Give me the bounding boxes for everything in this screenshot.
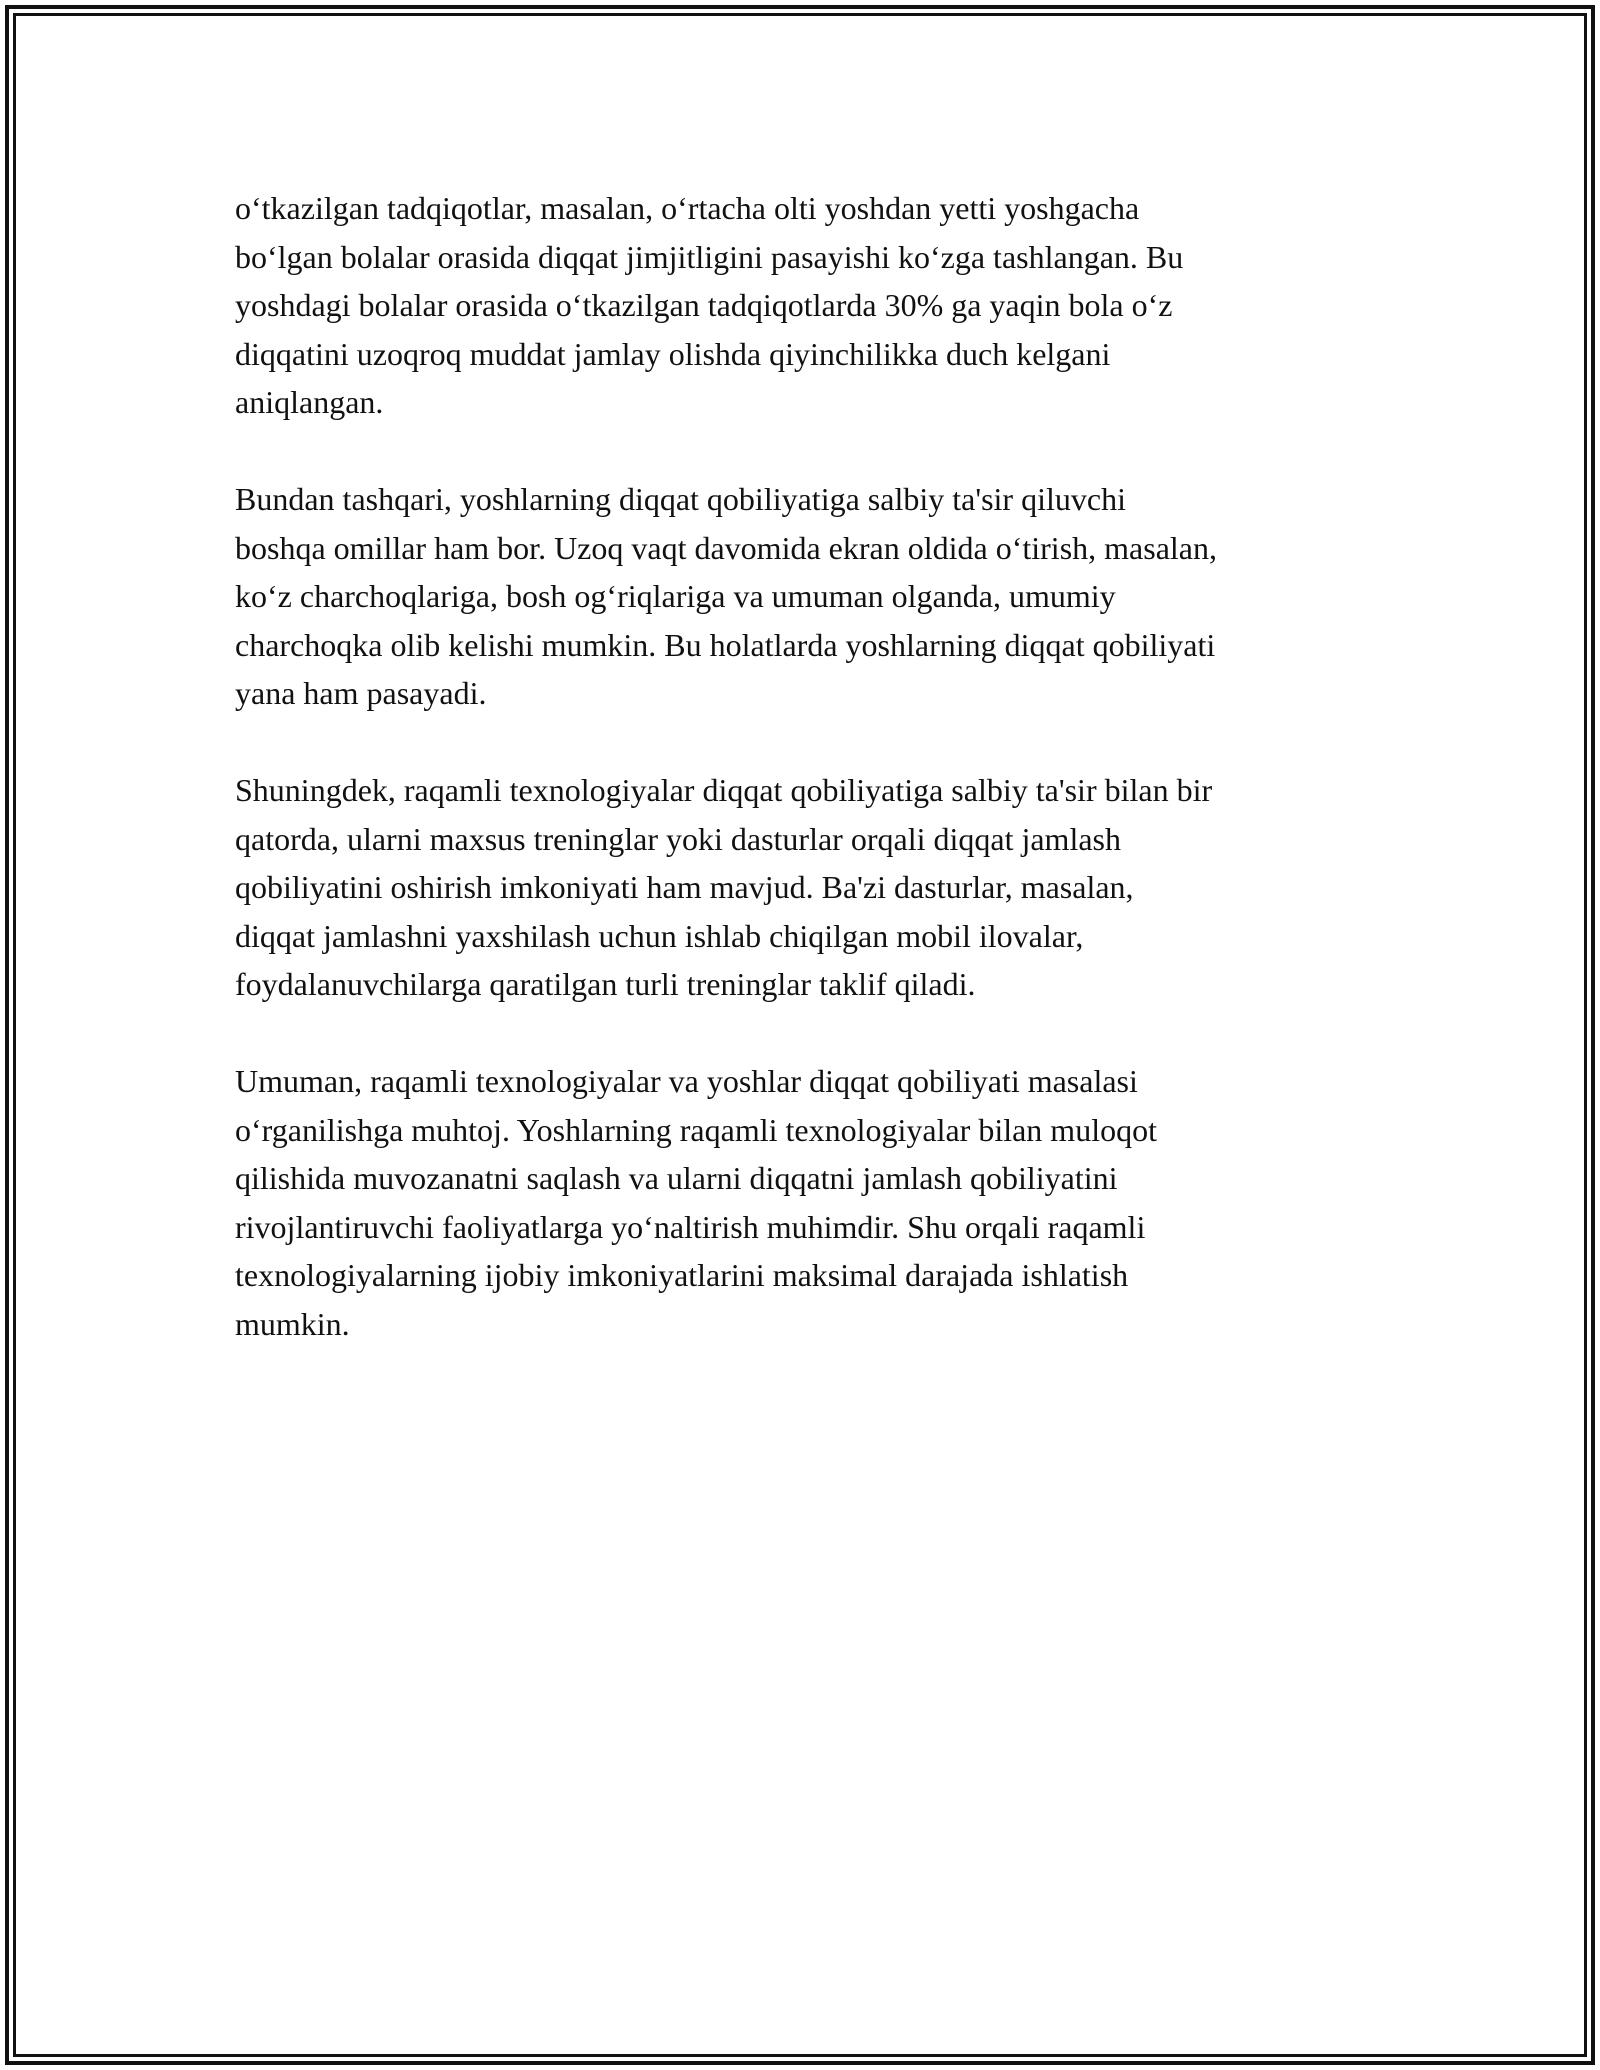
paragraph-1: o‘tkazilgan tadqiqotlar, masalan, o‘rtacha olti yoshdan yetti yoshgacha bo‘lgan bolalar orasida diqqat jimjitligini pasayishi ko‘zga tashlangan. Bu yoshdagi bolalar orasida o‘tkazilgan tadqiqotlarda 30% ga yaqin bola o‘z diqqatini uzoqroq muddat jamlay olishda qiyinchilikka duch kelgani aniqlangan.: [235, 190, 1184, 420]
paragraph-4: Umuman, raqamli texnologiyalar va yoshlar diqqat qobiliyati masalasi o‘rganilishga muhtoj. Yoshlarning raqamli texnologiyalar bilan muloqot qilishida muvozanatni saqlash va ularni diqqatni jamlash qobiliyatini rivojlantiruvchi faoliyatlarga yo‘naltirish muhimdir. Shu orqali raqamli texnologiyalarning ijobiy imkoniyatlarini maksimal darajada ishlatish mumkin.: [235, 1063, 1157, 1342]
paragraph-2: Bundan tashqari, yoshlarning diqqat qobiliyatiga salbiy ta'sir qiluvchi boshqa omillar ham bor. Uzoq vaqt davomida ekran oldida o‘tirish, masalan, ko‘z charchoqlariga, bosh og‘riqlariga va umuman olganda, umumiy charchoqka olib kelishi mumkin. Bu holatlarda yoshlarning diqqat qobiliyati yana ham pasayadi.: [235, 481, 1217, 711]
document-body: [235, 184, 1385, 1397]
paragraph-3: Shuningdek, raqamli texnologiyalar diqqat qobiliyatiga salbiy ta'sir bilan bir qatorda, ularni maxsus treninglar yoki dasturlar orqali diqqat jamlash qobiliyatini oshirish imkoniyati ham mavjud. Ba'zi dasturlar, masalan, diqqat jamlashni yaxshilash uchun ishlab chiqilgan mobil ilovalar, foydalanuvchilarga qaratilgan turli treninglar taklif qiladi.: [235, 772, 1213, 1002]
